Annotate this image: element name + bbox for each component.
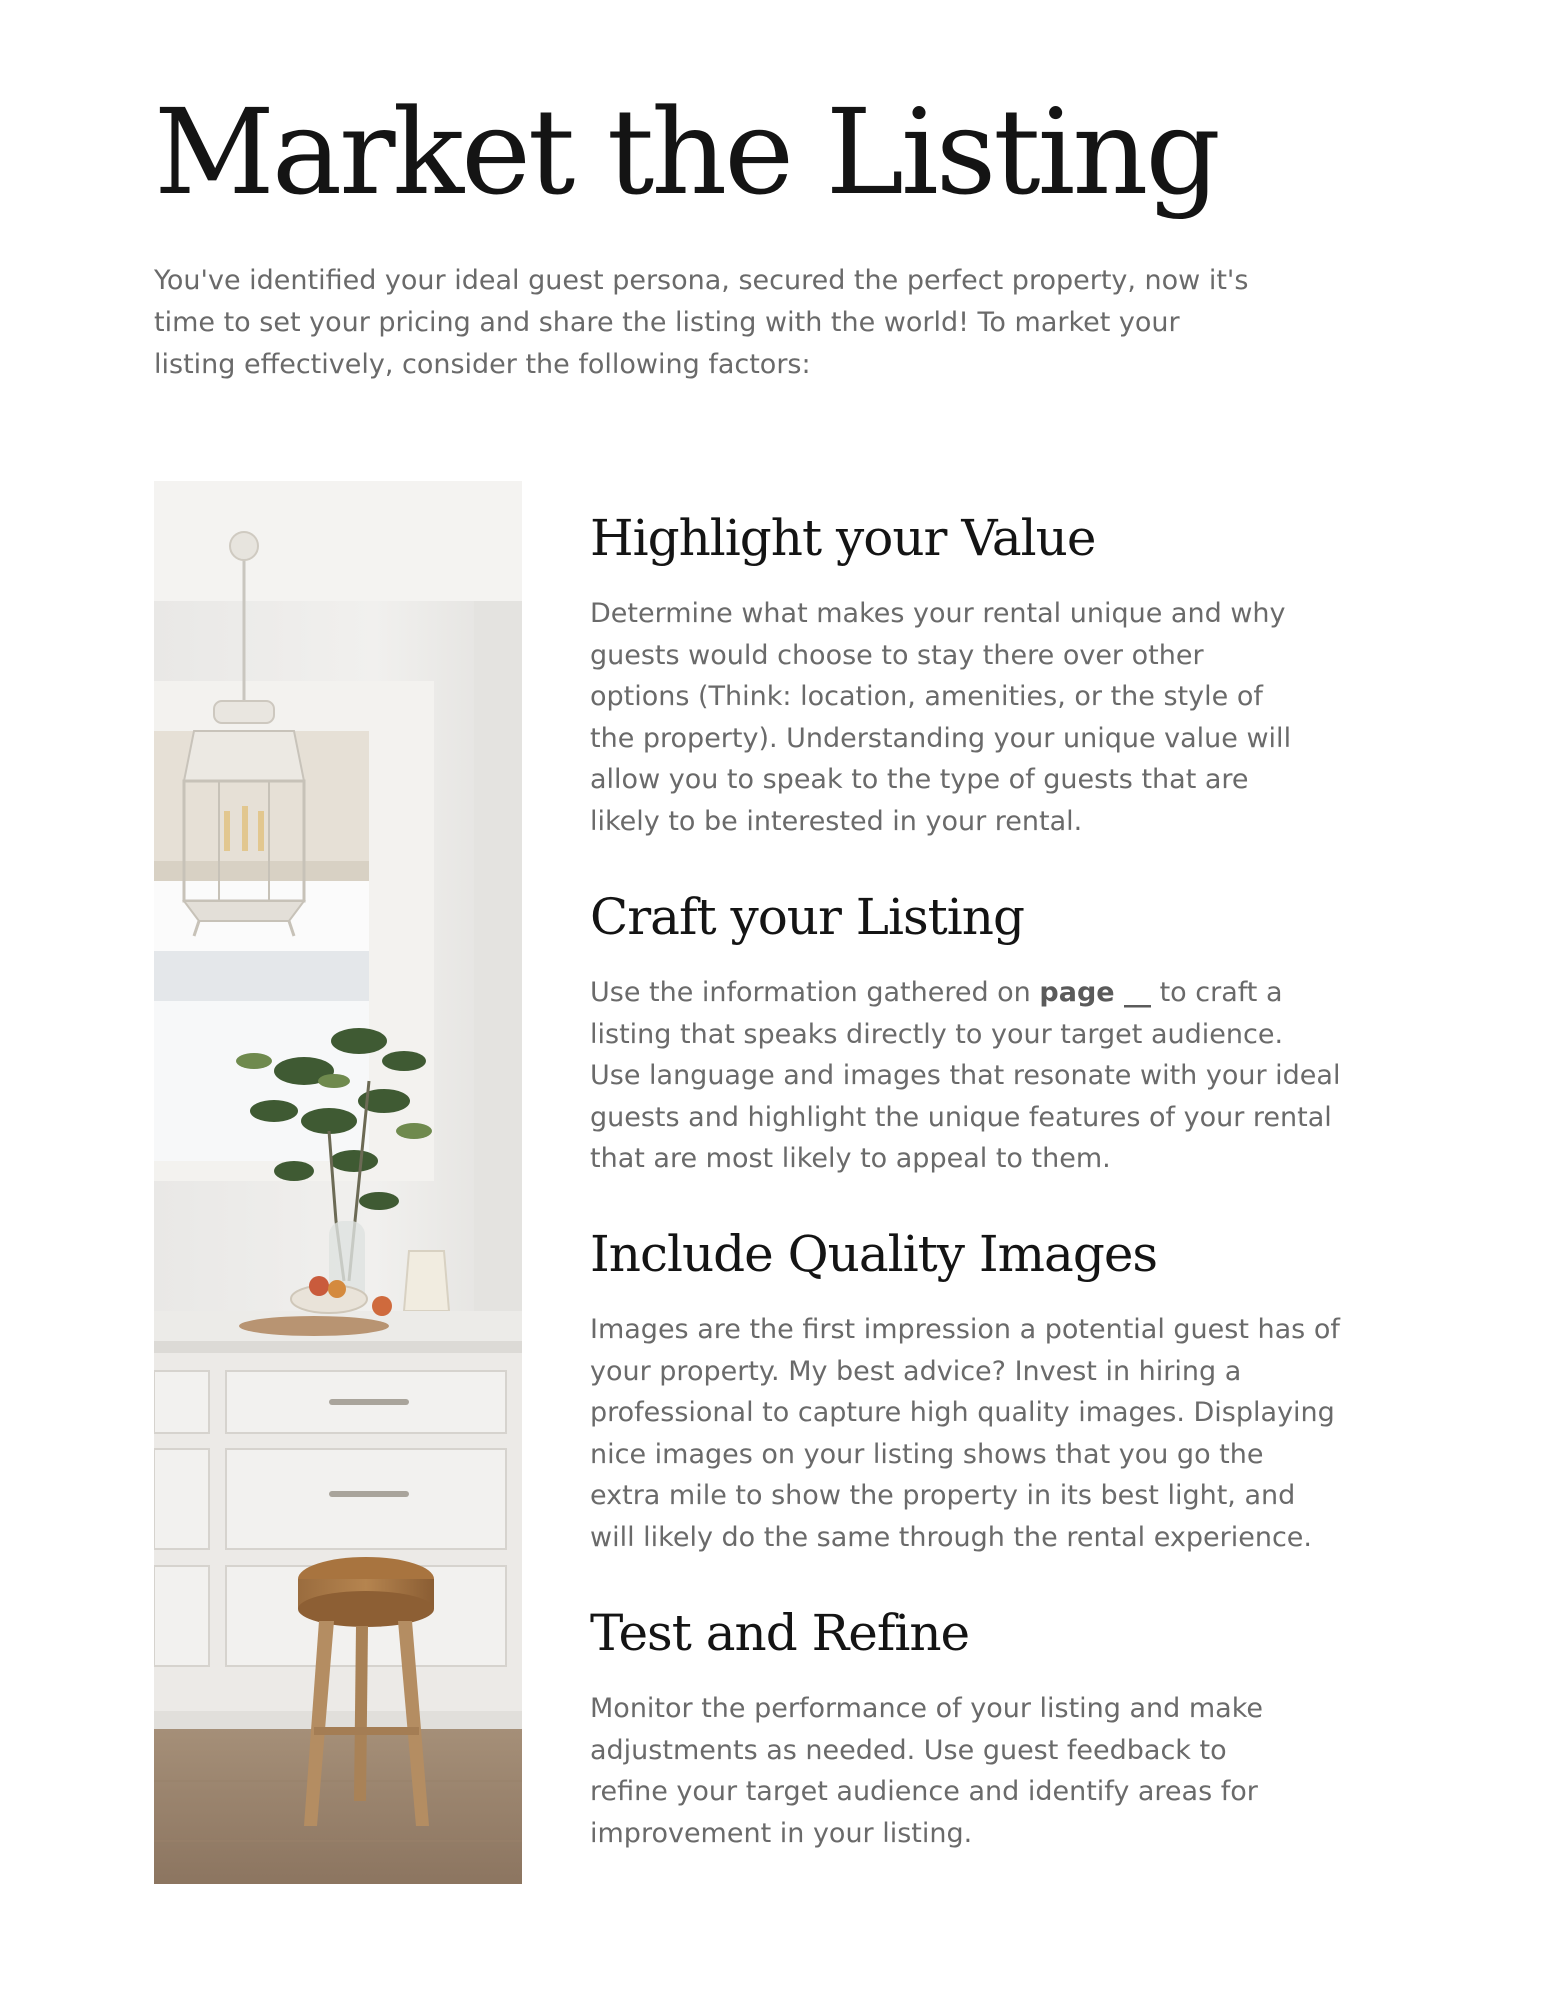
body-line: that are most likely to appeal to them. (590, 1143, 1111, 1175)
body-line: allow you to speak to the type of guests that are (590, 764, 1249, 796)
body-line: Determine what makes your rental unique and why (590, 598, 1286, 629)
body-line: adjustments as needed. Use guest feedback to (590, 1734, 1227, 1766)
body-line: guests and highlight the unique features of your rental (590, 1101, 1332, 1133)
kitchen-corner-photo (154, 481, 522, 1884)
body-line: your property. My best advice? Invest in hiring a (590, 1355, 1242, 1387)
body-line: Use language and images that resonate with your ideal (590, 1060, 1341, 1092)
section-title-highlight-value: Highlight your Value (590, 509, 1096, 567)
body-line: Monitor the performance of your listing and make (590, 1693, 1264, 1724)
section-body-craft-listing (590, 972, 1340, 1180)
section-body-highlight-value (590, 593, 1291, 843)
body-line: extra mile to show the property in its best light, and (590, 1480, 1296, 1512)
section-body-test-refine (590, 1688, 1263, 1854)
body-line: listing that speaks directly to your target audience. (590, 1018, 1284, 1050)
body-text: Use the information gathered on (590, 977, 1040, 1008)
body-line: guests would choose to stay there over other (590, 639, 1204, 671)
section-title-craft-listing: Craft your Listing (590, 888, 1024, 946)
intro-line: You've identified your ideal guest persona, secured the perfect property, now it's (154, 265, 1249, 296)
body-line (590, 972, 1340, 1014)
intro-line: listing effectively, consider the following factors: (154, 349, 811, 380)
body-line: the property). Understanding your unique value will (590, 722, 1292, 754)
section-body-quality-images (590, 1309, 1340, 1559)
body-line: options (Think: location, amenities, or the style of (590, 681, 1263, 713)
body-line: professional to capture high quality images. Displaying (590, 1397, 1335, 1429)
intro-line: time to set your pricing and share the listing with the world! To market your (154, 307, 1180, 338)
body-text: to craft a (1150, 977, 1283, 1008)
section-title-test-refine: Test and Refine (590, 1604, 970, 1662)
body-line: will likely do the same through the rental experience. (590, 1521, 1312, 1553)
section-title-quality-images: Include Quality Images (590, 1225, 1158, 1283)
intro-paragraph (154, 260, 1334, 386)
page-reference: page __ (1039, 977, 1151, 1008)
kitchen-photo-illustration (154, 481, 522, 1884)
page-title: Market the Listing (154, 83, 1218, 221)
body-line: improvement in your listing. (590, 1817, 973, 1849)
body-line: nice images on your listing shows that you go the (590, 1438, 1264, 1470)
body-line: refine your target audience and identify areas for (590, 1776, 1258, 1808)
body-line: likely to be interested in your rental. (590, 805, 1083, 837)
body-line: Images are the first impression a potential guest has of (590, 1314, 1340, 1345)
